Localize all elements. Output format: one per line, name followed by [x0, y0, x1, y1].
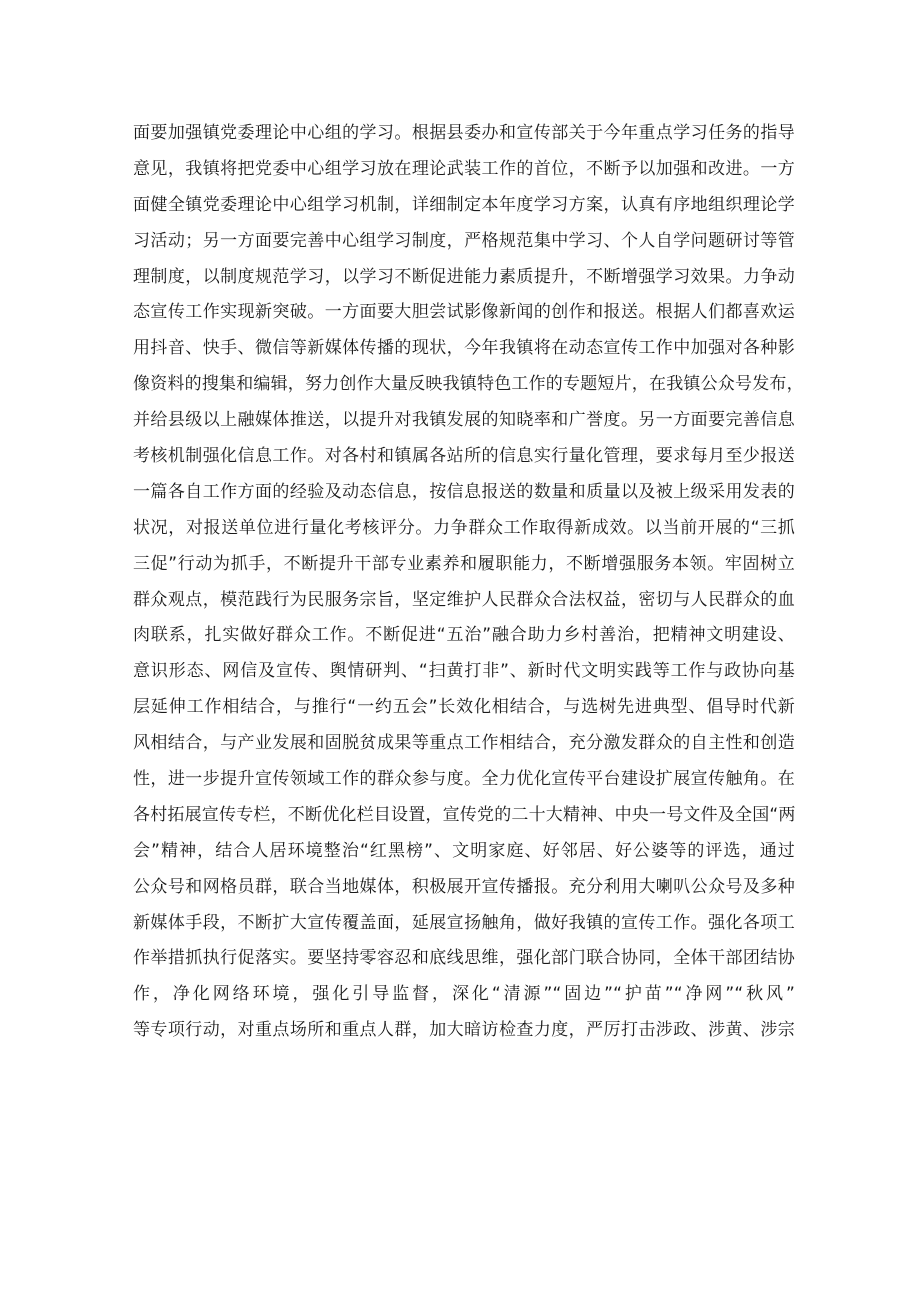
body-paragraph	[133, 116, 804, 1049]
text-line: 各村拓展宣传专栏，不断优化栏目设置，宣传党的二十大精神、中央一号文件及全国“两	[133, 804, 796, 825]
text-line: 群众观点，模范践行为民服务宗旨，坚定维护人民群众合法权益，密切与人民群众的血	[133, 589, 795, 610]
text-line: 像资料的搜集和编辑，努力创作大量反映我镇特色工作的专题短片，在我镇公众号发布，	[133, 374, 804, 395]
text-line: 习活动；另一方面要完善中心组学习制度，严格规范集中学习、个人自学问题研讨等管	[133, 230, 795, 251]
text-line: 作举措抓执行促落实。要坚持零容忍和底线思维，强化部门联合协同，全体干部团结协	[133, 948, 795, 969]
text-line: 等专项行动，对重点场所和重点人群，加大暗访检查力度，严厉打击涉政、涉黄、涉宗	[133, 1020, 795, 1041]
text-line: 会”精神，结合人居环境整治“红黑榜”、文明家庭、好邻居、好公婆等的评选，通过	[133, 840, 795, 861]
text-line: 意见，我镇将把党委中心组学习放在理论武装工作的首位，不断予以加强和改进。一方	[133, 158, 795, 179]
text-line: 态宣传工作实现新突破。一方面要大胆尝试影像新闻的创作和报送。根据人们都喜欢运	[133, 302, 795, 323]
text-line: 用抖音、快手、微信等新媒体传播的现状，今年我镇将在动态宣传工作中加强对各种影	[133, 338, 795, 359]
text-line: 理制度，以制度规范学习，以学习不断促进能力素质提升，不断增强学习效果。力争动	[133, 266, 795, 287]
text-line: 肉联系，扎实做好群众工作。不断促进“五治”融合助力乡村善治，把精神文明建设、	[133, 625, 795, 646]
text-line: 新媒体手段，不断扩大宣传覆盖面，延展宣扬触角，做好我镇的宣传工作。强化各项工	[133, 912, 795, 933]
text-line: 性，进一步提升宣传领域工作的群众参与度。全力优化宣传平台建设扩展宣传触角。在	[133, 769, 795, 790]
text-line: 状况，对报送单位进行量化考核评分。力争群众工作取得新成效。以当前开展的“三抓	[133, 517, 795, 538]
text-line: 面要加强镇党委理论中心组的学习。根据县委办和宣传部关于今年重点学习任务的指导	[133, 123, 795, 143]
text-line: 层延伸工作相结合，与推行“一约五会”长效化相结合，与选树先进典型、倡导时代新	[133, 697, 795, 718]
text-line: 一篇各自工作方面的经验及动态信息，按信息报送的数量和质量以及被上级采用发表的	[133, 481, 795, 502]
text-line: 并给县级以上融媒体推送，以提升对我镇发展的知晓率和广誉度。另一方面要完善信息	[133, 410, 795, 431]
text-line: 考核机制强化信息工作。对各村和镇属各站所的信息实行量化管理，要求每月至少报送	[133, 446, 795, 467]
text-line: 三促”行动为抓手，不断提升干部专业素养和履职能力，不断增强服务本领。牢固树立	[133, 553, 795, 574]
text-line: 公众号和网格员群，联合当地媒体，积极展开宣传播报。充分利用大喇叭公众号及多种	[133, 876, 795, 897]
text-line: 面健全镇党委理论中心组学习机制，详细制定本年度学习方案，认真有序地组织理论学	[133, 194, 795, 215]
text-line: 作，净化网络环境，强化引导监督，深化“清源”“固边”“护苗”“净网”“秋风”	[133, 984, 795, 1005]
text-line: 意识形态、网信及宣传、舆情研判、“扫黄打非”、新时代文明实践等工作与政协向基	[133, 661, 795, 682]
text-line: 风相结合，与产业发展和固脱贫成果等重点工作相结合，充分激发群众的自主性和创造	[133, 733, 795, 754]
